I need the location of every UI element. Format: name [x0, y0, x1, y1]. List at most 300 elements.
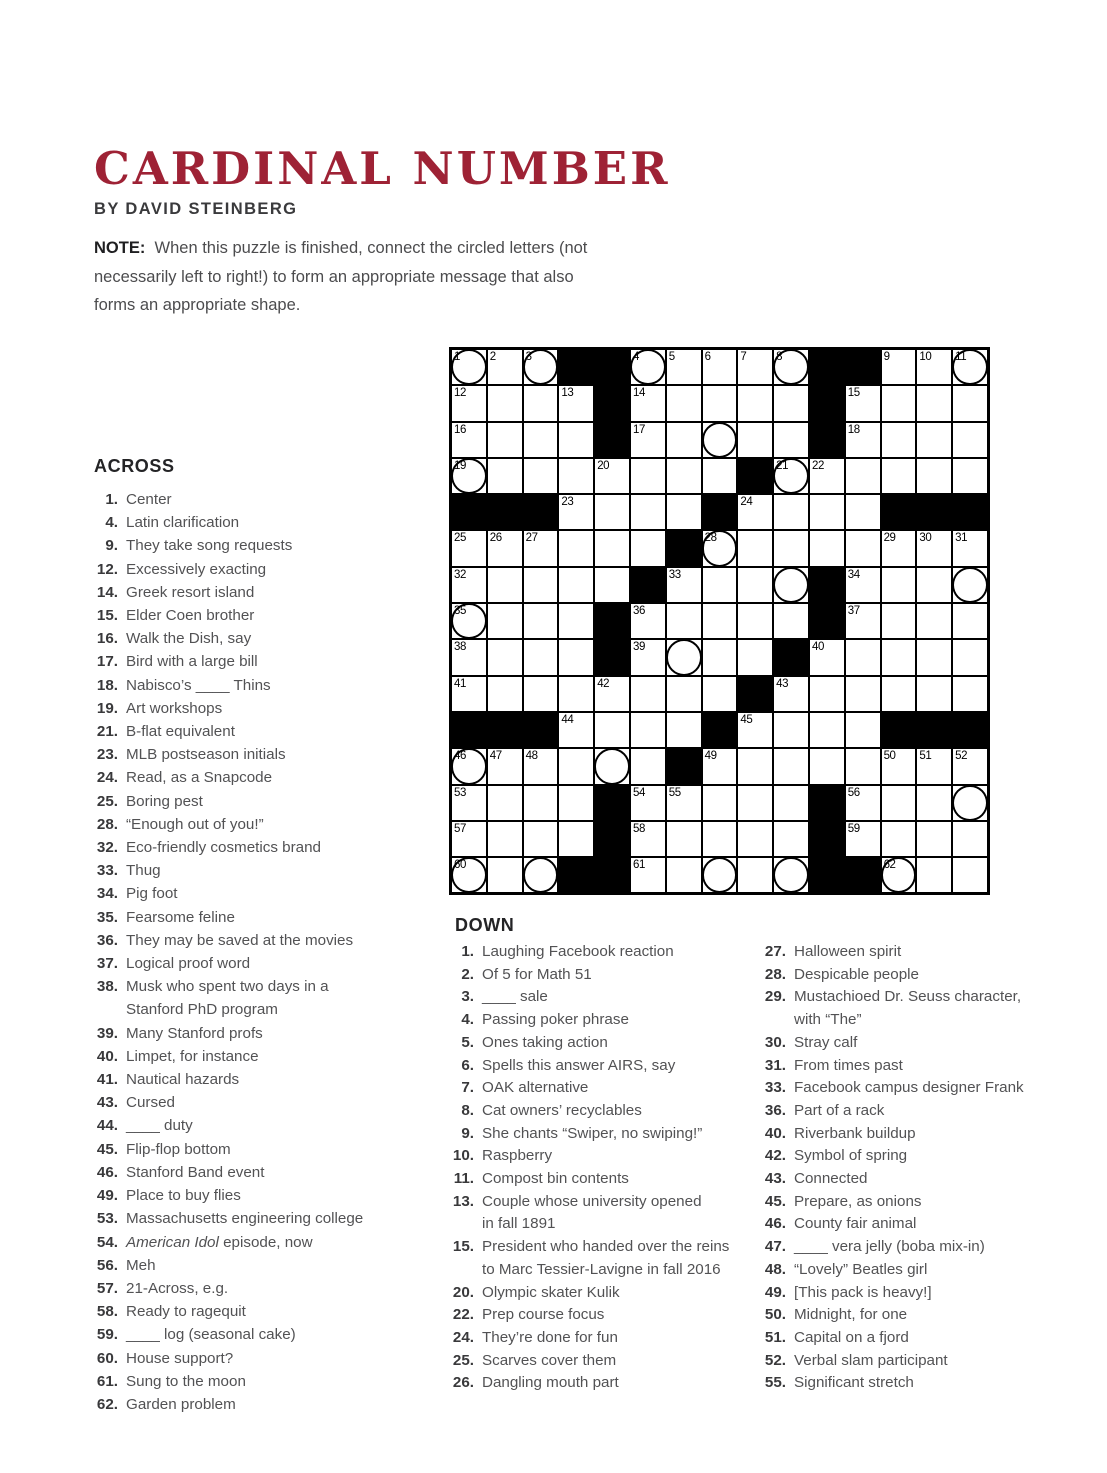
grid-cell[interactable] [631, 423, 665, 457]
cell-number: 1 [454, 351, 460, 363]
grid-cell[interactable] [846, 459, 880, 493]
grid-cell[interactable] [488, 386, 522, 420]
grid-cell[interactable] [488, 677, 522, 711]
clue-text: Facebook campus designer Frank [794, 1079, 1024, 1097]
grid-cell[interactable] [631, 858, 665, 892]
grid-cell[interactable] [774, 568, 808, 602]
grid-cell[interactable] [953, 822, 987, 856]
cell-number: 41 [454, 677, 466, 690]
cell-number: 44 [561, 713, 574, 726]
grid-cell[interactable] [631, 350, 665, 384]
grid-cell[interactable] [953, 677, 987, 711]
grid-cell[interactable] [917, 459, 951, 493]
clue-text: Flip-flop bottom [126, 1140, 231, 1158]
grid-cell[interactable] [667, 568, 701, 602]
grid-cell[interactable] [917, 350, 951, 384]
grid-cell[interactable] [953, 749, 987, 783]
grid-cell[interactable] [703, 749, 737, 783]
black-square [559, 350, 593, 384]
grid-cell[interactable] [667, 386, 701, 420]
grid-cell[interactable] [595, 749, 629, 783]
grid-cell[interactable] [452, 749, 486, 783]
grid-cell[interactable] [703, 531, 737, 565]
clue-text: Verbal slam participant [794, 1351, 948, 1369]
clue-number: 30. [764, 1033, 786, 1051]
clue-item [94, 1184, 434, 1207]
grid-cell[interactable] [524, 640, 558, 674]
grid-cell[interactable] [774, 604, 808, 638]
clue-text: Greek resort island [126, 583, 255, 601]
note-label: NOTE: [94, 239, 146, 257]
cell-number: 30 [919, 532, 932, 545]
cell-number: 38 [454, 641, 466, 654]
grid-cell[interactable] [559, 786, 593, 820]
grid-cell[interactable] [488, 568, 522, 602]
grid-cell[interactable] [953, 531, 987, 565]
grid-cell[interactable] [774, 749, 808, 783]
grid-cell[interactable] [524, 604, 558, 638]
grid-cell[interactable] [917, 386, 951, 420]
grid-cell[interactable] [488, 459, 522, 493]
grid-cell[interactable] [882, 350, 916, 384]
grid-cell[interactable] [953, 604, 987, 638]
grid-cell[interactable] [452, 459, 486, 493]
grid-cell[interactable] [524, 350, 558, 384]
grid-cell[interactable] [917, 858, 951, 892]
clue-number: 54. [96, 1233, 118, 1251]
grid-cell[interactable] [846, 822, 880, 856]
grid-cell[interactable] [846, 568, 880, 602]
grid-cell[interactable] [667, 713, 701, 747]
clue-text: MLB postseason initials [126, 746, 286, 764]
clue-item [448, 1100, 753, 1123]
grid-cell[interactable] [738, 822, 772, 856]
grid-cell[interactable] [488, 858, 522, 892]
grid-cell[interactable] [595, 713, 629, 747]
clue-item [94, 720, 434, 743]
clue-number: 17. [96, 653, 118, 671]
grid-cell[interactable] [559, 749, 593, 783]
clue-number: 60. [96, 1349, 118, 1367]
grid-cell[interactable] [953, 386, 987, 420]
grid-cell[interactable] [774, 423, 808, 457]
grid-cell[interactable] [917, 568, 951, 602]
grid-cell[interactable] [631, 713, 665, 747]
clue-number: 32. [96, 839, 118, 857]
grid-cell[interactable] [631, 386, 665, 420]
grid-cell[interactable] [559, 386, 593, 420]
clue-number: 5. [461, 1033, 474, 1051]
grid-cell[interactable] [703, 858, 737, 892]
circle-marker [594, 748, 630, 784]
cell-number: 23 [561, 496, 574, 509]
grid-cell[interactable] [524, 568, 558, 602]
grid-cell[interactable] [882, 786, 916, 820]
grid-cell[interactable] [488, 423, 522, 457]
grid-cell[interactable] [774, 822, 808, 856]
grid-cell[interactable] [524, 386, 558, 420]
clue-number: 27. [764, 943, 786, 960]
grid-cell[interactable] [738, 640, 772, 674]
cell-number: 2 [489, 351, 496, 363]
grid-cell[interactable] [631, 677, 665, 711]
grid-cell[interactable] [846, 713, 880, 747]
grid-cell[interactable] [846, 604, 880, 638]
grid-cell[interactable] [452, 858, 486, 892]
clue-text: Meh [126, 1256, 156, 1274]
grid-cell[interactable] [953, 858, 987, 892]
grid-cell[interactable] [882, 677, 916, 711]
clue-text: Riverbank buildup [794, 1124, 916, 1142]
clue-item [94, 1068, 434, 1091]
black-square [703, 713, 737, 747]
grid-cell[interactable] [738, 531, 772, 565]
grid-cell[interactable] [738, 786, 772, 820]
grid-cell[interactable] [917, 604, 951, 638]
black-square [810, 350, 844, 384]
grid-cell[interactable] [631, 604, 665, 638]
clue-number: 62. [96, 1395, 118, 1413]
black-square [452, 495, 486, 529]
clue-item [755, 1123, 1065, 1146]
grid-cell[interactable] [452, 531, 486, 565]
clue-number: 40. [96, 1047, 118, 1065]
clue-text: [This pack is heavy!] [794, 1283, 932, 1301]
black-square [488, 495, 522, 529]
across-header: ACROSS [94, 456, 175, 476]
grid-cell[interactable] [595, 568, 629, 602]
cell-number: 42 [597, 677, 610, 690]
grid-cell[interactable] [631, 749, 665, 783]
grid-cell[interactable] [524, 459, 558, 493]
black-square [595, 640, 629, 674]
clue-item [94, 697, 434, 720]
cell-number: 5 [668, 351, 675, 363]
clue-text: House support? [126, 1349, 234, 1367]
clue-item [448, 1145, 753, 1168]
clue-number: 47. [764, 1238, 786, 1256]
cell-number: 7 [740, 351, 747, 363]
grid-cell[interactable] [703, 786, 737, 820]
grid-cell[interactable] [774, 495, 808, 529]
grid-cell[interactable] [595, 459, 629, 493]
grid-cell[interactable] [810, 713, 844, 747]
grid-cell[interactable] [882, 822, 916, 856]
clue-number: 57. [96, 1279, 118, 1297]
black-square [595, 822, 629, 856]
across-clue-list [94, 488, 434, 1416]
grid-cell[interactable] [917, 822, 951, 856]
clue-text: Thug [126, 862, 161, 880]
cell-number: 49 [704, 750, 717, 763]
grid-cell[interactable] [917, 531, 951, 565]
clue-text: County fair animal [794, 1215, 917, 1233]
grid-cell[interactable] [917, 677, 951, 711]
clue-text: “Lovely” Beatles girl [794, 1260, 928, 1278]
grid-cell[interactable] [774, 713, 808, 747]
clue-item [94, 1347, 434, 1370]
grid-cell[interactable] [667, 858, 701, 892]
clue-number: 52. [764, 1351, 786, 1369]
grid-cell[interactable] [452, 386, 486, 420]
grid-cell[interactable] [559, 713, 593, 747]
grid-cell[interactable] [524, 423, 558, 457]
grid-cell[interactable] [738, 858, 772, 892]
grid-cell[interactable] [488, 749, 522, 783]
clue-number: 14. [96, 583, 118, 601]
clue-number: 24. [452, 1328, 474, 1346]
grid-cell[interactable] [882, 531, 916, 565]
grid-cell[interactable] [631, 531, 665, 565]
clue-item [448, 1009, 753, 1032]
cell-number: 52 [955, 750, 968, 763]
grid-cell[interactable] [774, 677, 808, 711]
clue-number: 28. [764, 965, 786, 983]
clue-number: 3. [461, 988, 474, 1006]
black-square [595, 350, 629, 384]
clue-item [755, 1077, 1065, 1100]
clue-item [94, 558, 434, 581]
clue-item [94, 674, 434, 697]
grid-cell[interactable] [774, 459, 808, 493]
clue-text: Nautical hazards [126, 1071, 240, 1089]
grid-cell[interactable] [452, 822, 486, 856]
grid-cell[interactable] [488, 786, 522, 820]
grid-cell[interactable] [882, 604, 916, 638]
grid-cell[interactable] [953, 640, 987, 674]
black-square [738, 677, 772, 711]
clue-text: Compost bin contents [482, 1170, 629, 1188]
grid-cell[interactable] [774, 531, 808, 565]
header-block [94, 142, 674, 320]
clue-number: 43. [764, 1170, 786, 1188]
clue-item [755, 1055, 1065, 1078]
grid-cell[interactable] [703, 423, 737, 457]
grid-cell[interactable] [488, 531, 522, 565]
grid-cell[interactable] [703, 640, 737, 674]
clue-item [448, 1327, 753, 1350]
grid-cell[interactable] [452, 677, 486, 711]
cell-number: 48 [525, 750, 538, 763]
clue-text: Cursed [126, 1094, 175, 1112]
grid-cell[interactable] [953, 459, 987, 493]
grid-cell[interactable] [738, 568, 772, 602]
cell-number: 20 [597, 459, 610, 472]
clue-item [94, 488, 434, 511]
black-square [667, 749, 701, 783]
grid-cell[interactable] [953, 423, 987, 457]
grid-cell[interactable] [846, 749, 880, 783]
grid-cell[interactable] [559, 531, 593, 565]
grid-cell[interactable] [846, 640, 880, 674]
grid-cell[interactable] [774, 386, 808, 420]
grid-cell[interactable] [631, 459, 665, 493]
grid-cell[interactable] [917, 640, 951, 674]
grid-cell[interactable] [882, 386, 916, 420]
grid-cell[interactable] [703, 822, 737, 856]
cell-number: 33 [668, 568, 681, 581]
cell-number: 6 [704, 351, 711, 363]
grid-cell[interactable] [631, 786, 665, 820]
grid-cell[interactable] [738, 749, 772, 783]
grid-cell[interactable] [667, 786, 701, 820]
grid-cell[interactable] [846, 386, 880, 420]
clue-number: 41. [96, 1071, 118, 1089]
clue-number: 4. [461, 1011, 474, 1029]
clue-text: ____ sale [482, 988, 548, 1006]
clue-item [94, 790, 434, 813]
grid-cell[interactable] [595, 531, 629, 565]
clue-text: Prepare, as onions [794, 1192, 922, 1210]
grid-cell[interactable] [595, 677, 629, 711]
grid-cell[interactable] [559, 822, 593, 856]
grid-cell[interactable] [524, 531, 558, 565]
grid-cell[interactable] [882, 640, 916, 674]
grid-cell[interactable] [846, 495, 880, 529]
grid-cell[interactable] [452, 423, 486, 457]
grid-cell[interactable] [774, 786, 808, 820]
black-square [631, 568, 665, 602]
grid-cell[interactable] [559, 423, 593, 457]
grid-cell[interactable] [488, 822, 522, 856]
grid-cell[interactable] [524, 858, 558, 892]
cell-number: 62 [883, 859, 896, 872]
grid-cell[interactable] [846, 531, 880, 565]
grid-cell[interactable] [667, 350, 701, 384]
grid-cell[interactable] [559, 568, 593, 602]
circle-marker [952, 567, 988, 603]
grid-cell[interactable] [631, 640, 665, 674]
grid-cell[interactable] [953, 786, 987, 820]
grid-cell[interactable] [703, 604, 737, 638]
clue-number: 58. [96, 1303, 118, 1321]
clue-number: 23. [96, 746, 118, 764]
grid-cell[interactable] [667, 495, 701, 529]
grid-cell[interactable] [810, 677, 844, 711]
clue-item [94, 1022, 434, 1045]
grid-cell[interactable] [452, 350, 486, 384]
grid-cell[interactable] [524, 822, 558, 856]
grid-cell[interactable] [452, 604, 486, 638]
clue-number: 13. [452, 1192, 474, 1210]
clue-item [755, 1100, 1065, 1123]
black-square [810, 386, 844, 420]
clue-item [448, 1055, 753, 1078]
grid-cell[interactable] [846, 677, 880, 711]
grid-cell[interactable] [524, 749, 558, 783]
grid-cell[interactable] [738, 495, 772, 529]
grid-cell[interactable] [810, 531, 844, 565]
grid-cell[interactable] [810, 459, 844, 493]
grid-cell[interactable] [917, 786, 951, 820]
cell-number: 40 [811, 641, 824, 654]
grid-cell[interactable] [559, 677, 593, 711]
grid-cell[interactable] [738, 423, 772, 457]
grid-cell[interactable] [738, 350, 772, 384]
grid-cell[interactable] [738, 713, 772, 747]
cell-number: 56 [847, 786, 860, 799]
grid-cell[interactable] [631, 495, 665, 529]
grid-cell[interactable] [703, 568, 737, 602]
grid-cell[interactable] [846, 423, 880, 457]
grid-cell[interactable] [559, 604, 593, 638]
grid-cell[interactable] [810, 749, 844, 783]
grid-cell[interactable] [667, 423, 701, 457]
grid-cell[interactable] [595, 495, 629, 529]
grid-cell[interactable] [882, 423, 916, 457]
grid-cell[interactable] [953, 568, 987, 602]
grid-cell[interactable] [488, 604, 522, 638]
clue-number: 8. [461, 1101, 474, 1119]
clue-text: 21-Across, e.g. [126, 1279, 229, 1297]
grid-cell[interactable] [810, 495, 844, 529]
grid-cell[interactable] [703, 459, 737, 493]
grid-cell[interactable] [810, 640, 844, 674]
clue-text: Laughing Facebook reaction [482, 943, 674, 960]
grid-cell[interactable] [488, 640, 522, 674]
grid-cell[interactable] [846, 786, 880, 820]
grid-cell[interactable] [774, 858, 808, 892]
grid-cell[interactable] [738, 604, 772, 638]
grid-cell[interactable] [452, 568, 486, 602]
grid-cell[interactable] [882, 459, 916, 493]
clue-item [94, 1277, 434, 1300]
grid-cell[interactable] [667, 640, 701, 674]
black-square [524, 713, 558, 747]
clue-text: Fearsome feline [126, 908, 235, 926]
grid-cell[interactable] [774, 350, 808, 384]
grid-cell[interactable] [452, 786, 486, 820]
grid-cell[interactable] [667, 459, 701, 493]
grid-cell[interactable] [631, 822, 665, 856]
grid-cell[interactable] [917, 423, 951, 457]
circle-marker [773, 857, 809, 893]
clue-number: 61. [96, 1372, 118, 1390]
grid-cell[interactable] [559, 459, 593, 493]
clue-item [755, 1236, 1065, 1259]
grid-cell[interactable] [953, 350, 987, 384]
grid-cell[interactable] [917, 749, 951, 783]
grid-cell[interactable] [882, 858, 916, 892]
grid-cell[interactable] [488, 350, 522, 384]
clue-item [94, 534, 434, 557]
cell-number: 43 [776, 677, 789, 690]
grid-cell[interactable] [667, 822, 701, 856]
grid-cell[interactable] [703, 386, 737, 420]
cell-number: 24 [740, 496, 753, 509]
grid-cell[interactable] [738, 386, 772, 420]
clue-text: Walk the Dish, say [126, 630, 252, 648]
grid-cell[interactable] [667, 604, 701, 638]
clue-item [755, 986, 1065, 1031]
clue-item [755, 1032, 1065, 1055]
grid-cell[interactable] [882, 749, 916, 783]
grid-cell[interactable] [703, 350, 737, 384]
clue-item [94, 581, 434, 604]
grid-cell[interactable] [667, 677, 701, 711]
grid-cell[interactable] [559, 495, 593, 529]
clue-text: Symbol of spring [794, 1147, 908, 1165]
clue-text: Prep course focus [482, 1306, 605, 1324]
grid-cell[interactable] [882, 568, 916, 602]
clue-number: 51. [764, 1328, 786, 1346]
cell-number: 22 [811, 459, 824, 472]
grid-cell[interactable] [703, 677, 737, 711]
grid-cell[interactable] [524, 677, 558, 711]
grid-cell[interactable] [452, 640, 486, 674]
grid-cell[interactable] [559, 640, 593, 674]
grid-cell[interactable] [524, 786, 558, 820]
